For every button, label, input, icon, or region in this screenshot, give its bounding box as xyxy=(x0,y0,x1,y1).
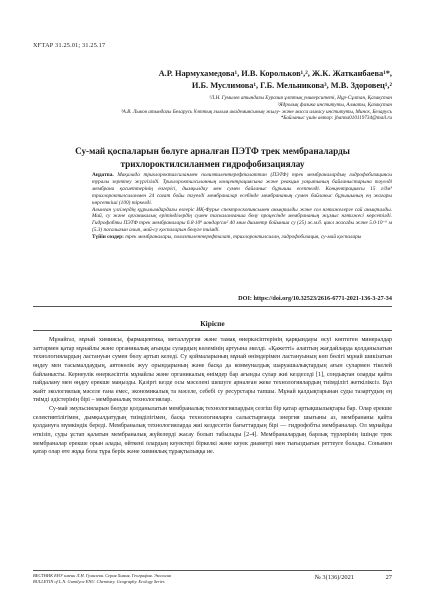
body-paragraph-2: Су-май эмульсияларын бөлуде қолданылатын мембраналық технологиялардың сезгіш бір қатар артықшылықтары бар. Олар ерекше селективтілігімен, дымқылдатудың тиімділігімен, басқа технологияларға салыстырғанда энергия шығыны аз, мембрананы қайта қолдануға мүмкіндік береді. Мембраналық технологияларда жиі кездесетін бағыттардың бірі — гидрофобты мембраналар. Ол мұнайды өткізіп, суды ұстап қалатын мембраналық жүйелерді жасау болып табылады [2-4]. Мембраналардың барлық түрлерінің ішінде трек мембраналар ерекше орын алады, өйткені олардың кеуектері біркелкі және кеуек диаметрі мен тығыздығын реттеуге болады. Сонымен қатар олар өте жұқа бола тұра берік және химиялық тұрақтылыққа ие. xyxy=(33,406,392,456)
author-line-2: И.Б. Муслимова¹, Г.Б. Мельникова³, М.В. Здоровец¹,² xyxy=(191,81,392,90)
keywords-text: трек мембраналары, полиэтилентерефталат, трихлороктилсилан, гидрофобизация, су-май қоспалары xyxy=(125,234,362,241)
keywords xyxy=(92,234,392,241)
divider-top xyxy=(33,306,392,307)
journal-name-line-1: ВЕСТНИК ЕНУ имени Л.Н. Гумилева. Серия Химия. География. Экология xyxy=(33,573,171,578)
affiliation-3: ³А.В. Лыков атындағы Беларусь Ұлттық ғылым академиясының жылу- және масса алмасу институты, Минск, Беларусь xyxy=(121,108,392,115)
authors-block xyxy=(52,68,392,122)
abstract-paragraph-2 xyxy=(92,207,392,235)
affiliation-1: ¹Л.Н. Гумилев атындағы Еуразия ұлттық университеті, Нұр-Сұлтан, Қазақстан xyxy=(209,95,392,101)
author-list xyxy=(52,68,392,92)
doi-link[interactable]: DOI: https://doi.org/10.32523/2616-6771-2021-136-3-27-34 xyxy=(238,295,392,302)
body-text xyxy=(33,336,392,457)
abstract-text-1: Мақалада трихлороктилсиланмен полиэтилентерефталаттан (ПЭТФ) трек мембраналардың гидрофобизациясы туралы зерттеу жүргізілді. Трихлороктилсиланның концентрациясына және реакция уақытының байланыстарына тәуелді мембрана қасиеттерінің өзгерісі, дымқылдау мен сумен байланыс бұрышы есептелді. Концентрациясы 15 г/дм³ трихлороктилсиланмен 24 сағат бойы тәуелді мембраналар есебінде мембрананың сумен байланыс бұрышының ең жоғары көрсеткіші (100) тіркелді. xyxy=(92,172,393,206)
journal-name xyxy=(33,573,283,585)
affiliations xyxy=(52,95,392,122)
issue-number: № 3(136)/2021 xyxy=(314,574,354,581)
page-number: 27 xyxy=(385,574,392,581)
body-paragraph-1: Мұнайгаз, мұнай химиясы, фармацевтика, металлургия және тамақ өнеркәсіптерінің қарқындауы өсуі көптеген минералдар заттармен қатар мұнайлы және органикалық ағынды сулардың көлемінің артуына әкелді. «Қажетті» алаптың жағдайларда қолданылатын технологиялардың ластануын сумен бөлу артып келеді. Су қоймаларының мұнай өнімдерімен ластануының көп бөлігі мұнай шикізатын өңдеу мен тасымалдаудың, автокөлік жуу орындарының және басқа да коммуналдық шаруашылықтардың ағын сулармен тікелей байланысты. Кернеулік өнеркәсіптік мұнайлы және органикалық өнімдер бар ағынды сулар жиі кездеседі [1], сондықтан оларды қайта пайдалану мен өңдеу ерекше маңызды. Қазіргі кезде осы мәселені шешуге арналған жеке технологиялардың тиімділігі жеткіліксіз. Бұл жайт экологиялық мәселе ғана емес, экономикалық та мәселе, себебі су ресурстары тапшы. Мұнай қалдықтарынан суды тазартудың ең тиімді әдістерінің бірі – мембраналық технологиялар. xyxy=(33,337,392,404)
abstract-label: Аңдатпа. xyxy=(92,172,114,178)
abstract-text-2: Алынған үлгілердің құрылымдардағы өзгеріс ИҚ-Фурье спектроскопиясымен анықталды және сол нәтижелерге сай анықталды. Май, су және органикалық ерітінділердің сумен таскаланғанша бөлу процесінде мембрананың жұмыс нәтижесі көрсетілді. Гидрофобты ПЭТФ трек мембраналары 6.8·10⁸ иондар/см² 40 мкм диаметр бойынша су (25) ж.м.б. цикл жасады және 5.0·10⁻⁶ м (5.3) пасалығын алып, май-су қоспаларын бөлуге тиімді. xyxy=(92,206,392,234)
journal-name-line-2: BULLETIN of L.N. Gumilyov ENU. Chemistry. Geography. Ecology Series xyxy=(33,579,165,584)
article-title xyxy=(33,145,392,170)
page-footer xyxy=(33,570,392,591)
title-line-2: трихлороктилсиланмен гидрофобизациялау xyxy=(120,158,305,169)
abstract-paragraph-1 xyxy=(92,172,392,207)
abstract xyxy=(92,172,392,241)
author-line-1: А.Р. Нармухамедова¹, И.В. Корольков¹,², Ж.К. Жатканбаева¹*, xyxy=(158,69,392,78)
divider-bottom xyxy=(33,330,392,331)
section-heading: Кіріспе xyxy=(200,319,225,328)
title-line-1: Су-май қоспаларын бөлуге арналған ПЭТФ трек мембраналарды xyxy=(75,146,350,156)
keywords-label: Түйін сөздер: xyxy=(92,234,124,241)
udc-code: ХҒТАР 31.25.01; 31.25.17 xyxy=(33,42,106,49)
corresponding-author: *Байланыс үшін автор: jhanna010119734@mail.ru xyxy=(280,115,392,122)
affiliation-2: ²Ядролық физика институты, Алматы, Қазақстан xyxy=(277,101,392,108)
